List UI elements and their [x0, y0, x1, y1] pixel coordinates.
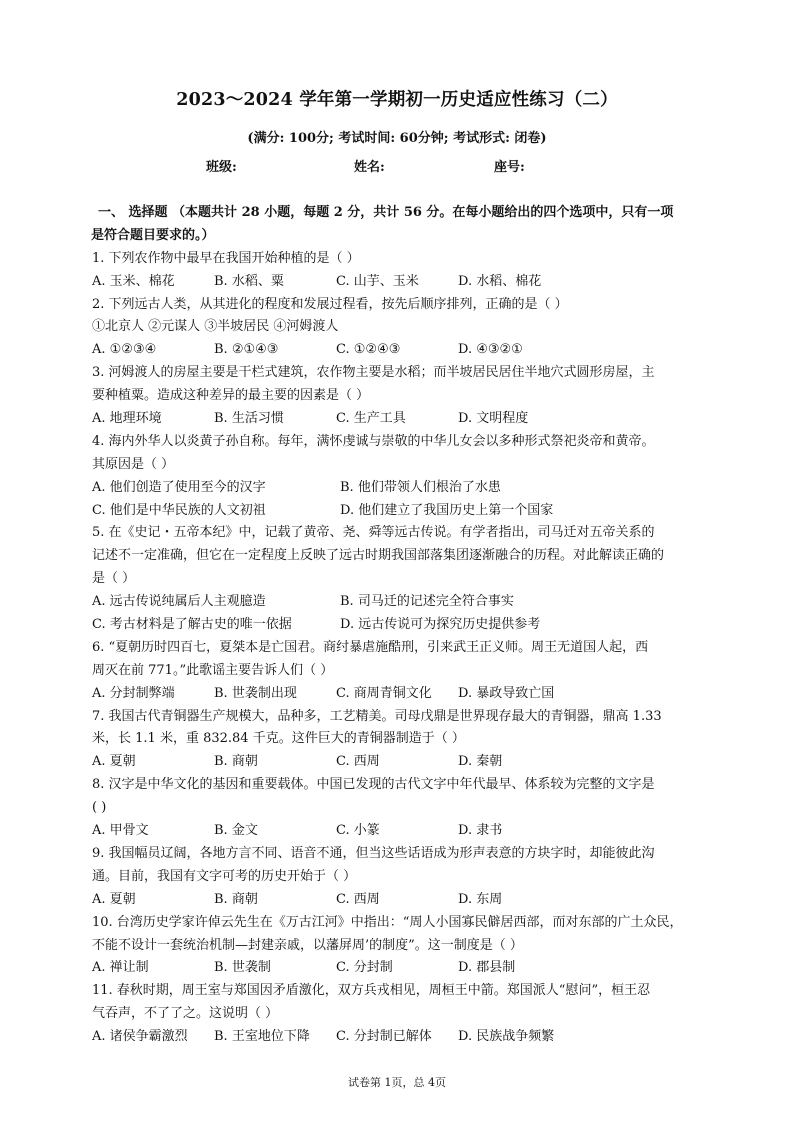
- answer-option: B. 商朝: [214, 754, 258, 770]
- question-stem: 7. 我国古代青铜器生产规模大，品种多，工艺精美。司母戊鼎是世界现存最大的青铜器，鼎高 1.33: [92, 708, 662, 724]
- question-stem: 3. 河姆渡人的房屋主要是干栏式建筑，农作物主要是水稻；而半坡居民居住半地穴式圆形房屋，主: [92, 365, 655, 381]
- question-stem-cont: 其原因是（ ）: [92, 456, 175, 472]
- answer-option: D. 他们建立了我国历史上第一个国家: [340, 502, 554, 518]
- answer-option: C. 生产工具: [336, 411, 406, 427]
- answer-option: C. 分封制已解体: [336, 1029, 432, 1045]
- answer-option: A. 禅让制: [92, 960, 149, 976]
- question-stem-cont: ( ): [92, 800, 107, 816]
- question-stem: 8. 汉字是中华文化的基因和重要载体。中国已发现的古代文字中年代最早、体系较为完整的文字是: [92, 777, 655, 793]
- answer-option: C. 分封制: [336, 960, 393, 976]
- answer-option: A. 夏朝: [92, 754, 136, 770]
- answer-option: D. ④③②①: [458, 342, 523, 358]
- answer-option: B. 王室地位下降: [214, 1029, 310, 1045]
- options-row: [92, 500, 722, 523]
- question-stem-cont: 不能不设计一套统治机制—封建亲戚，以藩屏周’的制度”。这一制度是（ ）: [92, 937, 523, 953]
- options-row: [92, 1026, 722, 1049]
- answer-option: D. 暴政导致亡国: [458, 685, 555, 701]
- answer-option: A. 分封制弊端: [92, 685, 175, 701]
- question-stem: 2. 下列远古人类，从其进化的程度和发展过程看，按先后顺序排列，正确的是（ ）: [92, 296, 568, 312]
- question-stem-cont: 米，长 1.1 米，重 832.84 千克。这件巨大的青铜器制造于（ ）: [92, 731, 465, 747]
- question-stem: 5. 在《史记・五帝本纪》中，记载了黄帝、尧、舜等远古传说。有学者指出，司马迁对五帝关系的: [92, 525, 655, 541]
- options-row: [92, 591, 722, 614]
- answer-option: A. 甲骨文: [92, 823, 149, 839]
- answer-option: B. 水稻、粟: [214, 273, 284, 289]
- answer-option: C. 商周青铜文化: [336, 685, 432, 701]
- options-row: [92, 820, 722, 843]
- section-heading-cont: 是符合题目要求的。）: [91, 227, 215, 243]
- answer-option: D. 远古传说可为探究历史提供参考: [340, 617, 541, 633]
- name-label: 姓名:: [354, 160, 385, 175]
- options-row: [92, 957, 722, 980]
- page-footer: 试卷第 1页，总 4页: [348, 1076, 446, 1089]
- answer-option: D. 民族战争频繁: [458, 1029, 555, 1045]
- page-title: 2023～2024 学年第一学期初一历史适应性练习（二）: [176, 90, 618, 110]
- options-row: [92, 683, 722, 706]
- answer-option: C. 考古材料是了解古史的唯一依据: [92, 617, 292, 633]
- section-heading: 一、 选择题 （本题共计 28 小题，每题 2 分，共计 56 分。在每小题给出的四个选项中，只有一项: [98, 205, 674, 220]
- question-list: [92, 202, 722, 1049]
- answer-option: B. 金文: [214, 823, 258, 839]
- class-label: 班级:: [206, 160, 237, 175]
- answer-option: B. 商朝: [214, 891, 258, 907]
- question-stem-cont: 是（ ）: [92, 571, 136, 587]
- answer-option: B. 他们带领人们根治了水患: [340, 479, 501, 495]
- options-row: [92, 408, 722, 431]
- answer-option: D. 隶书: [458, 823, 503, 839]
- answer-option: A. 夏朝: [92, 891, 136, 907]
- question-stem: 10. 台湾历史学家许倬云先生在《万古江河》中指出：“周人小国寡民僻居西部，而对东部的广土众民，: [92, 914, 683, 930]
- answer-option: C. ①②④③: [336, 342, 401, 358]
- answer-option: C. 山芋、玉米: [336, 273, 419, 289]
- options-row: [92, 477, 722, 500]
- answer-option: D. 文明程度: [458, 411, 529, 427]
- answer-option: D. 秦朝: [458, 754, 503, 770]
- question-stem-cont: 周灭在前 771。”此歌谣主要告诉人们（ ）: [92, 662, 334, 678]
- question-stem: 9. 我国幅员辽阔，各地方言不同、语音不通，但当这些话语成为形声表意的方块字时，却能彼此沟: [92, 845, 655, 861]
- answer-option: B. 司马迁的记述完全符合事实: [340, 594, 514, 610]
- answer-option: A. 地理环境: [92, 411, 162, 427]
- answer-option: B. ②①④③: [214, 342, 279, 358]
- answer-option: B. 生活习惯: [214, 411, 284, 427]
- answer-option: A. ①②③④: [92, 342, 157, 358]
- options-row: [92, 271, 722, 294]
- options-row: [92, 889, 722, 912]
- question-stem-cont: ①北京人 ②元谋人 ③半坡居民 ④河姆渡人: [92, 319, 339, 335]
- question-stem-cont: 记述不一定准确，但它在一定程度上反映了远古时期我国部落集团逐渐融合的历程。对此解读正确的: [92, 548, 665, 564]
- answer-option: B. 世袭制: [214, 960, 271, 976]
- answer-option: A. 远古传说纯属后人主观臆造: [92, 594, 266, 610]
- answer-option: C. 小篆: [336, 823, 380, 839]
- answer-option: C. 他们是中华民族的人文初祖: [92, 502, 266, 518]
- answer-option: C. 西周: [336, 891, 380, 907]
- question-stem-cont: 通。目前，我国有文字可考的历史开始于（ ）: [92, 868, 357, 884]
- answer-option: B. 世袭制出现: [214, 685, 297, 701]
- seat-label: 座号:: [494, 160, 525, 175]
- answer-option: D. 郡县制: [458, 960, 516, 976]
- options-row: [92, 339, 722, 362]
- answer-option: A. 诸侯争霸激烈: [92, 1029, 188, 1045]
- answer-option: A. 玉米、棉花: [92, 273, 175, 289]
- question-stem: 1. 下列农作物中最早在我国开始种植的是（ ）: [92, 250, 360, 266]
- answer-option: D. 东周: [458, 891, 503, 907]
- answer-option: C. 西周: [336, 754, 380, 770]
- answer-option: D. 水稻、棉花: [458, 273, 542, 289]
- question-stem: 11. 春秋时期，周王室与郑国因矛盾激化，双方兵戎相见，周桓王中箭。郑国派人“慰问”，桓王忍: [92, 983, 651, 999]
- exam-info: (满分: 100分; 考试时间: 60分钟; 考试形式: 闭卷): [247, 131, 547, 146]
- question-stem: 4. 海内外华人以炎黄子孙自称。每年，满怀虔诚与崇敬的中华儿女会以多种形式祭祀炎帝和黄帝。: [92, 433, 655, 449]
- question-stem-cont: 要种植粟。造成这种差异的最主要的因素是（ ）: [92, 388, 370, 404]
- options-row: [92, 614, 722, 637]
- question-stem: 6. “夏朝历时四百七，夏桀本是亡国君。商纣暴虐施酷刑，引来武王正义师。周王无道国人起，西: [92, 639, 649, 655]
- options-row: [92, 751, 722, 774]
- question-stem-cont: 气吞声，不了了之。这说明（ ）: [92, 1006, 279, 1022]
- answer-option: A. 他们创造了使用至今的汉字: [92, 479, 266, 495]
